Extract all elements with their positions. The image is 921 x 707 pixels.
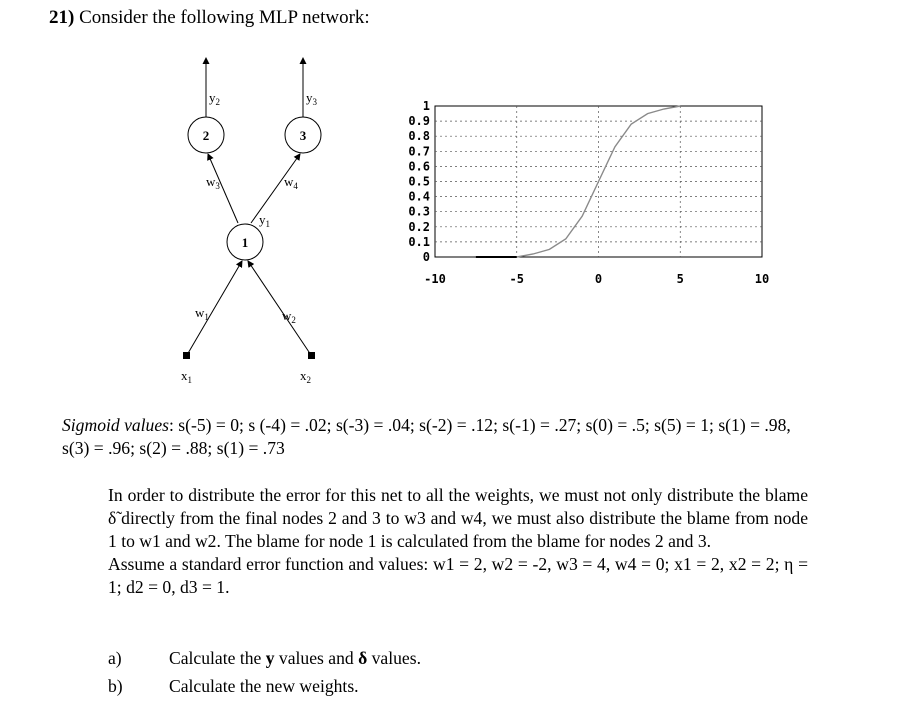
subquestion-b-text: Calculate the new weights. [169, 676, 359, 696]
instruction-text-1: In order to distribute the error for this net to all the weights, we must not only distribute the blame δ̃ directly from the final nodes 2 and 3 to w3 and w4, we must also distribute the blame from node 1 to w1 and w2. The blame for node 1 is calculated from the blame for nodes 2 and 3. [108, 485, 808, 551]
label-y3: $y_3$ [306, 90, 317, 107]
node-2-label: 2 [202, 128, 210, 143]
label-w3: $w_3$ [206, 174, 220, 191]
node-1-label: 1 [241, 235, 249, 250]
label-x2: $x_2$ [300, 368, 311, 385]
label-y2: $y_2$ [209, 90, 220, 107]
label-w4: $w_4$ [284, 174, 298, 191]
question-title: Consider the following MLP network: [79, 7, 370, 28]
y-tick-label: 0.3 [408, 204, 430, 219]
sigmoid-values [62, 414, 822, 460]
y-tick-labels [408, 99, 430, 264]
x-tick-label: 0 [594, 272, 603, 286]
instruction-text-2: Assume a standard error function and values: w1 = 2, w2 = -2, w3 = 4, w4 = 0; x1 = 2, x2 = 2; η = 1; d2 = 0, d3 = 1. [108, 554, 808, 597]
sigmoid-chart [380, 95, 780, 295]
label-y1: $y_1$ [259, 212, 270, 229]
x-tick-label: -10 [424, 272, 446, 286]
y-tick-label: 1 [422, 99, 430, 113]
question-heading [49, 7, 370, 29]
instruction-paragraph [108, 484, 808, 599]
y-tick-label: 0.2 [408, 219, 430, 234]
x-tick-label: -5 [509, 272, 524, 286]
y-tick-label: 0.6 [408, 159, 430, 174]
label-x1: $x_1$ [181, 368, 192, 385]
edge-w2 [248, 261, 311, 355]
subquestion-a-text: Calculate the y values and δ values. [169, 648, 421, 668]
label-w1: $w_1$ [195, 305, 209, 322]
y-tick-label: 0.4 [408, 189, 430, 204]
y-tick-label: 0.1 [408, 234, 430, 249]
node-3-label: 3 [299, 128, 307, 143]
x-tick-label: 5 [676, 272, 684, 286]
y-tick-label: 0.7 [408, 144, 430, 159]
y-tick-label: 0.8 [408, 129, 430, 144]
y-tick-label: 0.9 [408, 114, 430, 129]
x-tick-label: 10 [754, 272, 770, 286]
x-tick-labels [424, 272, 769, 286]
label-w2: $w_2$ [282, 308, 296, 325]
y-tick-label: 0.5 [408, 174, 430, 189]
sigmoid-values-text: : s(-5) = 0; s (-4) = .02; s(-3) = .04; s(-2) = .12; s(-1) = .27; s(0) = .5; s(5) = 1; s(1) = .98, s(3) = .96; s(2) = .88; s(1) = .73 [62, 415, 791, 458]
subquestion-a-label: a) [108, 648, 122, 668]
subquestion-b-label: b) [108, 676, 123, 696]
sigmoid-values-label: Sigmoid values [62, 415, 170, 435]
question-number: 21) [49, 7, 75, 28]
input-x2-marker [308, 352, 315, 359]
y-tick-label: 0 [422, 250, 430, 264]
input-x1-marker [183, 352, 190, 359]
mlp-network-diagram [150, 50, 350, 390]
